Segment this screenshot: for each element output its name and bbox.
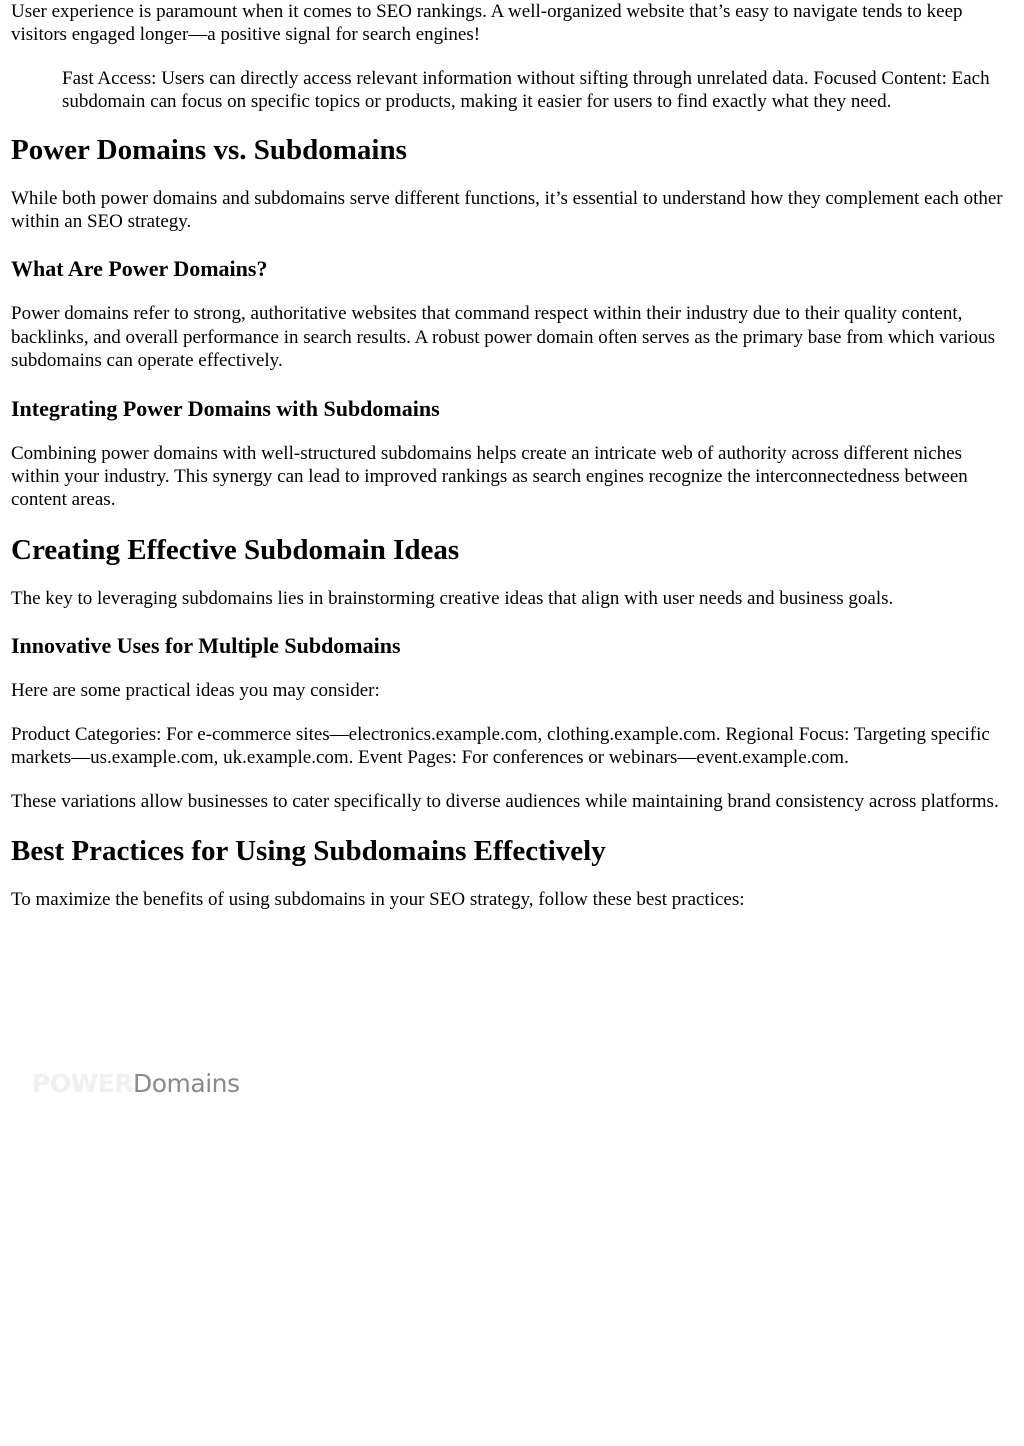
section-paragraph: The key to leveraging subdomains lies in brainstorming creative ideas that align with user needs and business goals. <box>11 587 894 609</box>
blockquote-paragraph: Fast Access: Users can directly access relevant information without sifting through unrelated data. Focused Content: Each subdomain can focus on specific topics or products, making it easier for users to find exactly what they need. <box>62 67 990 113</box>
section-paragraph: These variations allow businesses to cater specifically to diverse audiences while maintaining brand consistency across platforms. <box>11 790 999 812</box>
section-paragraph: To maximize the benefits of using subdomains in your SEO strategy, follow these best practices: <box>11 888 745 910</box>
subheading-what-are-power-domains: What Are Power Domains? <box>11 256 268 282</box>
subheading-innovative-uses: Innovative Uses for Multiple Subdomains <box>11 633 401 659</box>
section-paragraph: Power domains refer to strong, authoritative websites that command respect within their industry due to their quality content, backlinks, and overall performance in search results. A robust power domain often serves as the primary base from which various subdomains can operate effectively. <box>11 303 996 372</box>
power-domains-logo <box>32 1068 240 1100</box>
section-heading-power-domains-vs-subdomains: Power Domains vs. Subdomains <box>11 133 407 166</box>
intro-paragraph: User experience is paramount when it comes to SEO rankings. A well-organized website that’s easy to navigate tends to keep visitors engaged longer—a positive signal for search engines! <box>11 1 963 46</box>
section-paragraph: Combining power domains with well-structured subdomains helps create an intricate web of authority across different niches within your industry. This synergy can lead to improved rankings as search engines recognize the interconnectedness between content areas. <box>11 442 968 511</box>
subheading-integrating-power-domains: Integrating Power Domains with Subdomains <box>11 395 440 421</box>
section-paragraph: While both power domains and subdomains serve different functions, it’s essential to understand how they complement each other within an SEO strategy. <box>11 187 1003 233</box>
section-heading-best-practices: Best Practices for Using Subdomains Effectively <box>11 834 606 867</box>
logo-power-text: POWER <box>32 1069 133 1098</box>
section-heading-creating-effective-subdomain-ideas: Creating Effective Subdomain Ideas <box>11 533 460 566</box>
ideas-paragraph: Product Categories: For e-commerce sites—electronics.example.com, clothing.example.com. Regional Focus: Targeting specific markets—us.example.com, uk.example.com. Event Pages: For conferences or webinars—event.example.com. <box>11 723 990 769</box>
section-paragraph: Here are some practical ideas you may consider: <box>11 680 380 702</box>
logo-domains-text: Domains <box>132 1069 240 1098</box>
document-page <box>11 0 1011 911</box>
